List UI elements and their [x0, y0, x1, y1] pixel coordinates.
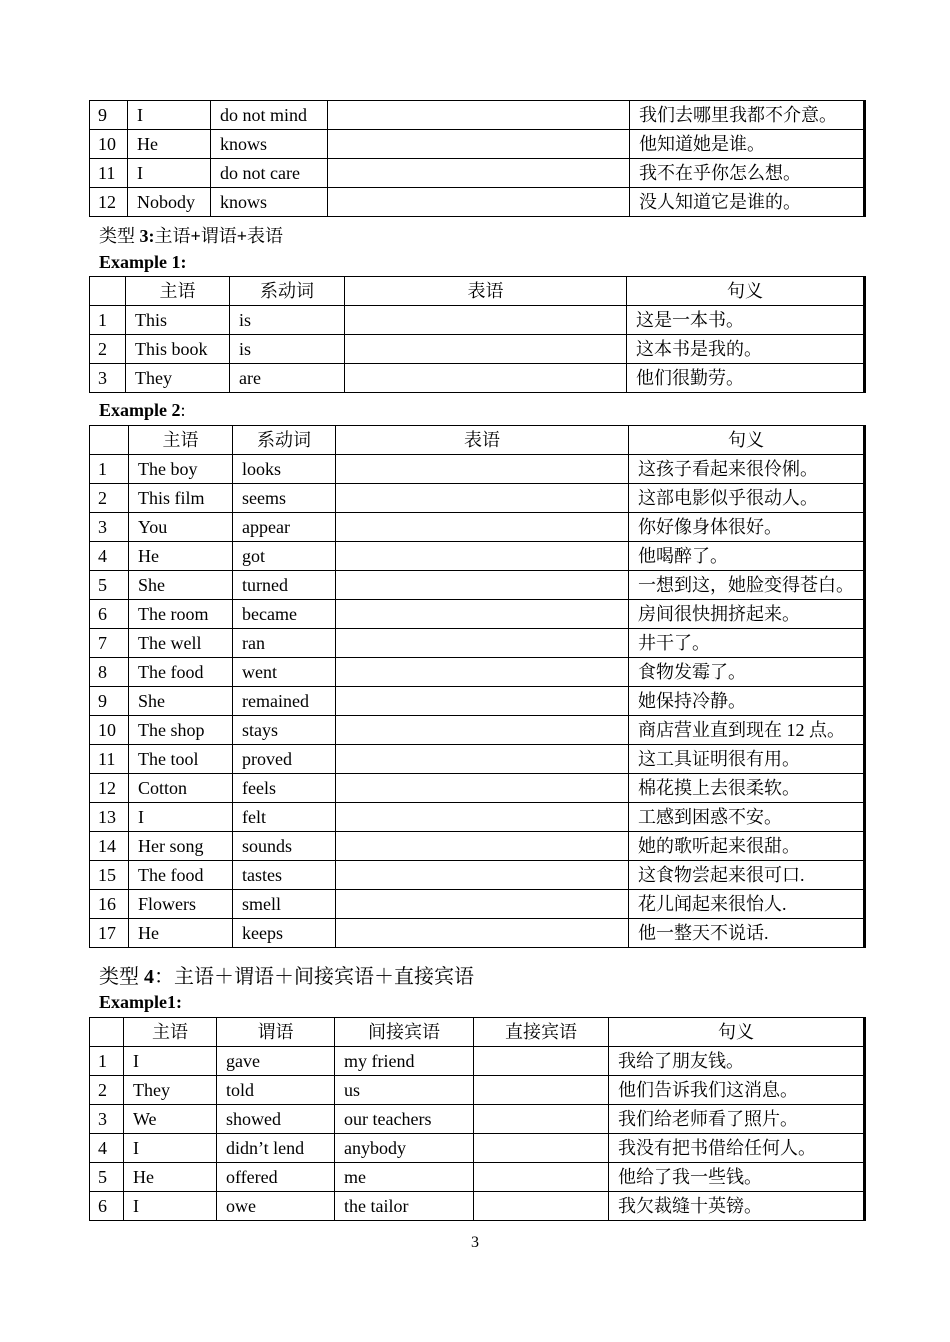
cell-verb: showed: [217, 1105, 335, 1134]
table-row: [90, 101, 865, 130]
table-row: [90, 188, 865, 217]
cell-verb: went: [233, 658, 336, 687]
cell-verb: became: [233, 600, 336, 629]
cell-meaning: 花儿闻起来很怡人.: [629, 890, 865, 919]
cell-meaning: 工感到困惑不安。: [629, 803, 865, 832]
table-row: [90, 716, 865, 745]
section-4-heading: 类型 4：主语＋谓语＋间接宾语＋直接宾语: [99, 966, 474, 988]
table-header-row: [90, 277, 865, 306]
cell-subject: He: [129, 919, 233, 948]
cell-verb: smell: [233, 890, 336, 919]
cell-complement: [336, 716, 629, 745]
table-row: [90, 745, 865, 774]
cell-meaning: 这食物尝起来很可口.: [629, 861, 865, 890]
column-header: 系动词: [230, 277, 345, 306]
cell-complement: [336, 629, 629, 658]
cell-n: 14: [90, 832, 129, 861]
column-header: 主语: [126, 277, 230, 306]
table-row: [90, 513, 865, 542]
cell-direct: [474, 1163, 609, 1192]
cell-n: 2: [90, 1076, 124, 1105]
cell-verb: didn’t lend: [217, 1134, 335, 1163]
cell-subject: Cotton: [129, 774, 233, 803]
cell-direct: [474, 1076, 609, 1105]
cell-n: 6: [90, 600, 129, 629]
section-3-heading: 类型 3:主语+谓语+表语: [99, 226, 284, 246]
cell-subject: I: [124, 1134, 217, 1163]
column-header: [90, 277, 126, 306]
cell-subject: The food: [129, 861, 233, 890]
cell-complement: [336, 919, 629, 948]
cell-direct: [474, 1047, 609, 1076]
cell-complement: [336, 542, 629, 571]
cell-complement: [345, 364, 627, 393]
cell-n: 2: [90, 484, 129, 513]
cell-n: 10: [90, 130, 128, 159]
table-row: [90, 484, 865, 513]
column-header: 句义: [609, 1018, 865, 1047]
table-header-row: [90, 426, 865, 455]
table-row: [90, 1134, 865, 1163]
cell-subject: The tool: [129, 745, 233, 774]
cell-meaning: 井干了。: [629, 629, 865, 658]
table-row: [90, 919, 865, 948]
cell-meaning: 他一整天不说话.: [629, 919, 865, 948]
column-header: 谓语: [217, 1018, 335, 1047]
cell-meaning: 我给了朋友钱。: [609, 1047, 865, 1076]
cell-subject: She: [129, 687, 233, 716]
cell-meaning: 这本书是我的。: [627, 335, 865, 364]
table-row: [90, 455, 865, 484]
cell-verb: looks: [233, 455, 336, 484]
column-header: [90, 426, 129, 455]
type3-example1-table: [89, 276, 866, 393]
cell-n: 15: [90, 861, 129, 890]
cell-meaning: 一想到这，她脸变得苍白。: [629, 571, 865, 600]
cell-verb: owe: [217, 1192, 335, 1221]
cell-meaning: 你好像身体很好。: [629, 513, 865, 542]
column-header: 系动词: [233, 426, 336, 455]
cell-verb: told: [217, 1076, 335, 1105]
cell-n: 7: [90, 629, 129, 658]
table-row: [90, 159, 865, 188]
column-header: 主语: [129, 426, 233, 455]
cell-complement: [336, 571, 629, 600]
cell-meaning: 他给了我一些钱。: [609, 1163, 865, 1192]
cell-n: 11: [90, 159, 128, 188]
cell-meaning: 没人知道它是谁的。: [630, 188, 865, 217]
cell-indirect: us: [335, 1076, 474, 1105]
cell-subject: He: [128, 130, 211, 159]
cell-n: 2: [90, 335, 126, 364]
table-row: [90, 130, 865, 159]
cell-meaning: 他喝醉了。: [629, 542, 865, 571]
cell-predicate: knows: [211, 188, 328, 217]
cell-verb: keeps: [233, 919, 336, 948]
cell-meaning: 这是一本书。: [627, 306, 865, 335]
type4-example1-table: [89, 1017, 866, 1221]
cell-verb: proved: [233, 745, 336, 774]
table-row: [90, 1076, 865, 1105]
cell-indirect: my friend: [335, 1047, 474, 1076]
cell-verb: turned: [233, 571, 336, 600]
cell-complement: [336, 803, 629, 832]
cell-direct: [474, 1134, 609, 1163]
cell-complement: [345, 306, 627, 335]
type3-example2-table: [89, 425, 866, 948]
cell-n: 17: [90, 919, 129, 948]
cell-indirect: the tailor: [335, 1192, 474, 1221]
table-row: [90, 600, 865, 629]
cell-complement: [336, 484, 629, 513]
cell-n: 3: [90, 364, 126, 393]
cell-verb: is: [230, 306, 345, 335]
type2-table-continued: [89, 100, 866, 217]
table-row: [90, 629, 865, 658]
cell-complement: [336, 513, 629, 542]
cell-subject: They: [126, 364, 230, 393]
cell-complement: [336, 745, 629, 774]
table-row: [90, 832, 865, 861]
cell-complement: [336, 861, 629, 890]
cell-meaning: 这工具证明很有用。: [629, 745, 865, 774]
column-header: 表语: [336, 426, 629, 455]
example1-label-section4: Example1:: [99, 992, 182, 1012]
cell-verb: stays: [233, 716, 336, 745]
cell-meaning: 我没有把书借给任何人。: [609, 1134, 865, 1163]
table-row: [90, 687, 865, 716]
table-header-row: [90, 1018, 865, 1047]
cell-direct: [474, 1105, 609, 1134]
cell-n: 4: [90, 1134, 124, 1163]
column-header: 间接宾语: [335, 1018, 474, 1047]
cell-subject: I: [124, 1047, 217, 1076]
column-header: 表语: [345, 277, 627, 306]
cell-blank: [328, 130, 630, 159]
cell-n: 9: [90, 687, 129, 716]
cell-indirect: me: [335, 1163, 474, 1192]
cell-complement: [336, 658, 629, 687]
column-header: [90, 1018, 124, 1047]
cell-complement: [336, 687, 629, 716]
cell-subject: The shop: [129, 716, 233, 745]
cell-complement: [336, 774, 629, 803]
column-header: 句义: [629, 426, 865, 455]
cell-subject: The room: [129, 600, 233, 629]
cell-predicate: knows: [211, 130, 328, 159]
cell-meaning: 这孩子看起来很伶俐。: [629, 455, 865, 484]
cell-meaning: 他们很勤劳。: [627, 364, 865, 393]
cell-verb: is: [230, 335, 345, 364]
cell-meaning: 她保持冷静。: [629, 687, 865, 716]
cell-meaning: 食物发霉了。: [629, 658, 865, 687]
cell-n: 3: [90, 1105, 124, 1134]
table-row: [90, 774, 865, 803]
page-number: 3: [471, 1234, 479, 1251]
cell-n: 8: [90, 658, 129, 687]
cell-blank: [328, 188, 630, 217]
cell-n: 3: [90, 513, 129, 542]
table-row: [90, 658, 865, 687]
cell-complement: [336, 600, 629, 629]
cell-subject: I: [129, 803, 233, 832]
cell-meaning: 棉花摸上去很柔软。: [629, 774, 865, 803]
cell-subject: I: [128, 159, 211, 188]
example-2-label: Example 2:: [99, 400, 186, 420]
cell-verb: gave: [217, 1047, 335, 1076]
table-row: [90, 364, 865, 393]
table-row: [90, 571, 865, 600]
cell-n: 12: [90, 774, 129, 803]
cell-subject: I: [124, 1192, 217, 1221]
cell-subject: You: [129, 513, 233, 542]
cell-verb: seems: [233, 484, 336, 513]
table-row: [90, 335, 865, 364]
cell-n: 13: [90, 803, 129, 832]
cell-verb: got: [233, 542, 336, 571]
cell-verb: offered: [217, 1163, 335, 1192]
cell-n: 16: [90, 890, 129, 919]
cell-meaning: 我们去哪里我都不介意。: [630, 101, 865, 130]
cell-n: 10: [90, 716, 129, 745]
cell-complement: [345, 335, 627, 364]
cell-meaning: 她的歌听起来很甜。: [629, 832, 865, 861]
cell-meaning: 我不在乎你怎么想。: [630, 159, 865, 188]
cell-subject: Flowers: [129, 890, 233, 919]
cell-subject: Nobody: [128, 188, 211, 217]
column-header: 句义: [627, 277, 865, 306]
cell-n: 11: [90, 745, 129, 774]
cell-direct: [474, 1192, 609, 1221]
cell-verb: feels: [233, 774, 336, 803]
table-row: [90, 890, 865, 919]
cell-indirect: anybody: [335, 1134, 474, 1163]
cell-subject: This book: [126, 335, 230, 364]
cell-predicate: do not mind: [211, 101, 328, 130]
cell-subject: He: [129, 542, 233, 571]
column-header: 主语: [124, 1018, 217, 1047]
cell-blank: [328, 101, 630, 130]
example-1-label: Example 1:: [99, 252, 187, 272]
cell-subject: She: [129, 571, 233, 600]
cell-indirect: our teachers: [335, 1105, 474, 1134]
table-row: [90, 861, 865, 890]
table-row: [90, 1105, 865, 1134]
cell-n: 4: [90, 542, 129, 571]
cell-n: 9: [90, 101, 128, 130]
table-row: [90, 306, 865, 335]
cell-verb: felt: [233, 803, 336, 832]
cell-verb: remained: [233, 687, 336, 716]
table-row: [90, 803, 865, 832]
table-row: [90, 1192, 865, 1221]
cell-meaning: 商店营业直到现在 12 点。: [629, 716, 865, 745]
cell-complement: [336, 832, 629, 861]
cell-subject: We: [124, 1105, 217, 1134]
cell-subject: He: [124, 1163, 217, 1192]
cell-subject: Her song: [129, 832, 233, 861]
cell-predicate: do not care: [211, 159, 328, 188]
cell-meaning: 他知道她是谁。: [630, 130, 865, 159]
cell-verb: tastes: [233, 861, 336, 890]
cell-verb: sounds: [233, 832, 336, 861]
cell-n: 5: [90, 571, 129, 600]
column-header: 直接宾语: [474, 1018, 609, 1047]
cell-n: 5: [90, 1163, 124, 1192]
cell-subject: The food: [129, 658, 233, 687]
cell-verb: ran: [233, 629, 336, 658]
cell-subject: This film: [129, 484, 233, 513]
cell-verb: appear: [233, 513, 336, 542]
cell-meaning: 我们给老师看了照片。: [609, 1105, 865, 1134]
cell-n: 6: [90, 1192, 124, 1221]
cell-meaning: 这部电影似乎很动人。: [629, 484, 865, 513]
cell-verb: are: [230, 364, 345, 393]
table-row: [90, 542, 865, 571]
cell-n: 1: [90, 306, 126, 335]
cell-complement: [336, 455, 629, 484]
table-row: [90, 1163, 865, 1192]
cell-n: 1: [90, 455, 129, 484]
cell-subject: This: [126, 306, 230, 335]
cell-subject: The boy: [129, 455, 233, 484]
cell-meaning: 我欠裁缝十英镑。: [609, 1192, 865, 1221]
cell-complement: [336, 890, 629, 919]
cell-subject: The well: [129, 629, 233, 658]
cell-meaning: 他们告诉我们这消息。: [609, 1076, 865, 1105]
cell-meaning: 房间很快拥挤起来。: [629, 600, 865, 629]
cell-subject: They: [124, 1076, 217, 1105]
cell-n: 1: [90, 1047, 124, 1076]
cell-subject: I: [128, 101, 211, 130]
table-row: [90, 1047, 865, 1076]
cell-n: 12: [90, 188, 128, 217]
cell-blank: [328, 159, 630, 188]
